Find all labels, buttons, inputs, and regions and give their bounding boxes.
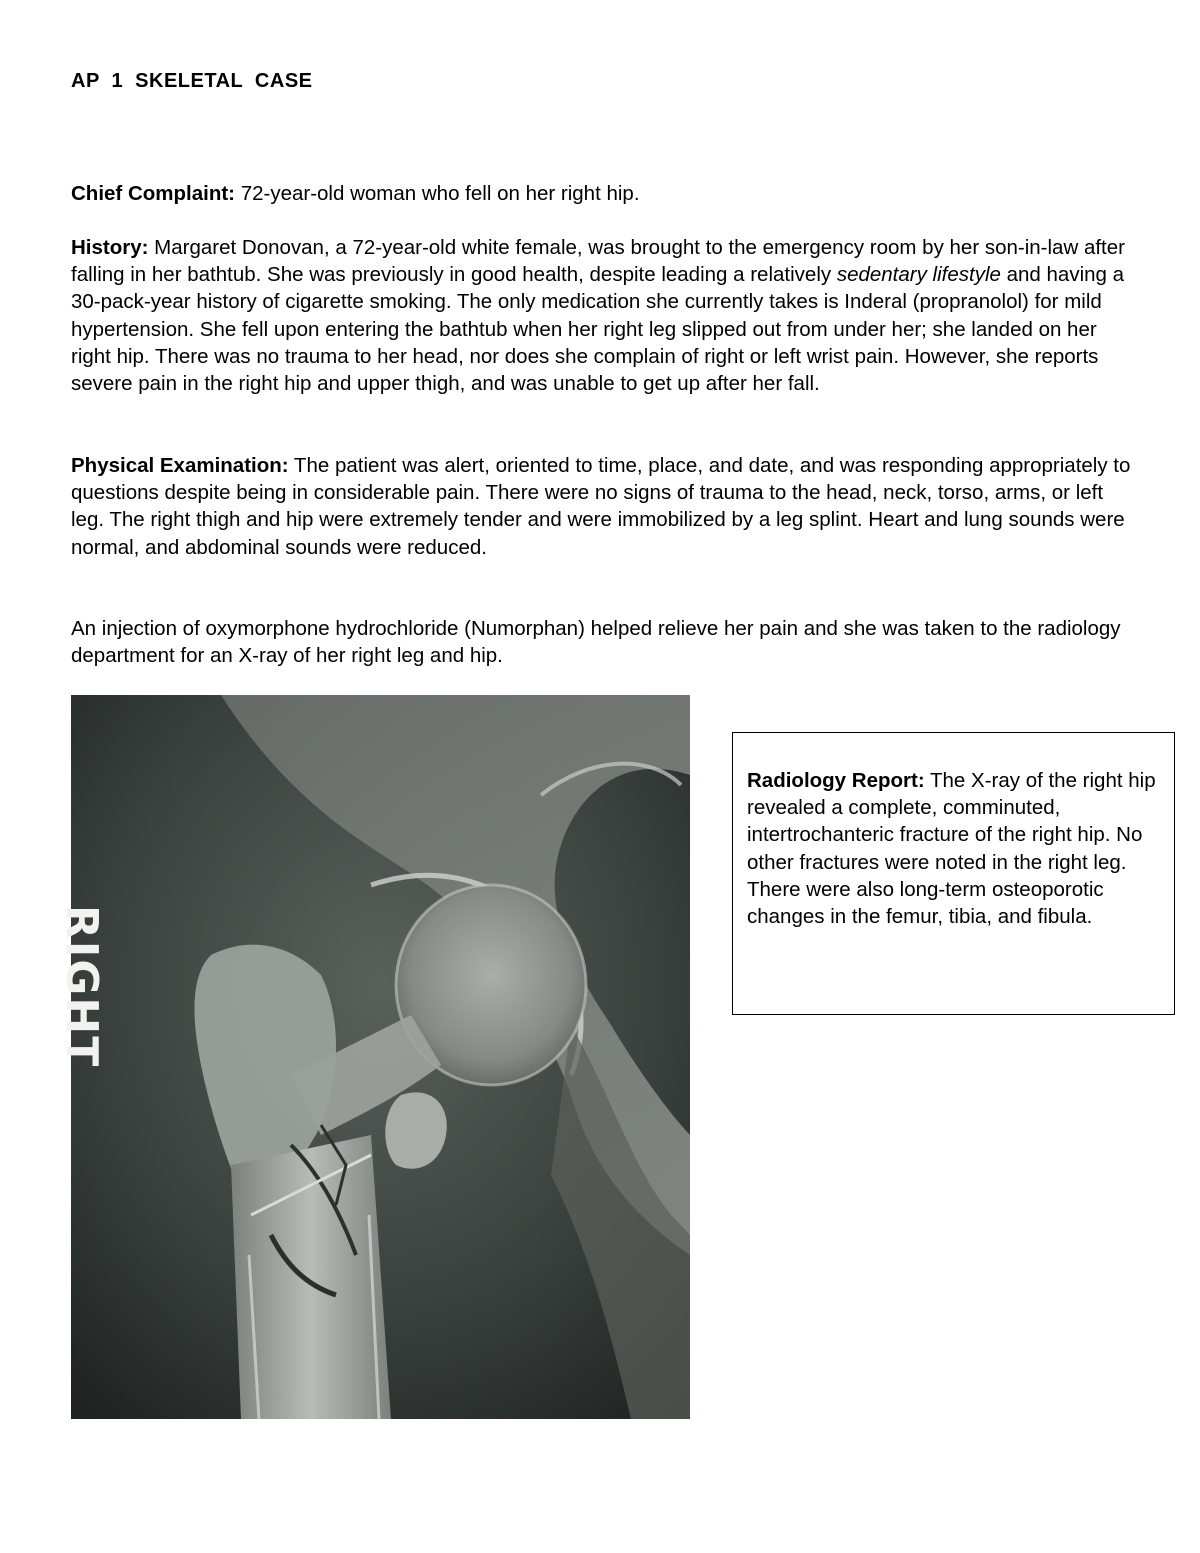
hip-xray-image [56, 695, 690, 1419]
physical-examination-label: Physical Examination: [71, 454, 289, 477]
history-label: History: [71, 236, 149, 259]
injection-paragraph: An injection of oxymorphone hydrochloride (Numorphan) helped relieve her pain and she was taken to the radiology department for an X-ray of her right leg and hip. [71, 617, 1121, 668]
radiology-report-label: Radiology Report: [747, 769, 925, 792]
physical-examination-text: The patient was alert, oriented to time, place, and date, and was responding appropriately to questions despite being in considerable pain. There were no signs of trauma to the head, neck, torso, arms, or left leg. The right thigh and hip were extremely tender and were immobilized by a leg splint. Heart and lung sounds were normal, and abdominal sounds were reduced. [71, 454, 1131, 559]
radiology-report-paragraph [747, 767, 1162, 930]
radiology-report-text: The X-ray of the right hip revealed a complete, comminuted, intertrochanteric fracture of the right hip. No other fractures were noted in the right leg. There were also long-term osteoporotic changes in the femur, tibia, and fibula. [747, 769, 1156, 929]
document-title: AP 1 SKELETAL CASE [71, 70, 313, 92]
xray-side-marker [56, 905, 107, 1068]
history-text-1: Margaret Donovan, a 72-year-old white female, was brought to the emergency room by her son-in-law after falling in her bathtub. She was previously in good health, despite leading a relatively [71, 236, 1125, 287]
history-italic-term: sedentary lifestyle [836, 263, 1001, 287]
chief-complaint-label: Chief Complaint: [71, 182, 235, 205]
history-text-2: and having a 30-pack-year history of cigarette smoking. The only medication she currently takes is Inderal (propranolol) for mild hypertension. She fell upon entering the bathtub when her right leg slipped out from under her; she landed on her right hip. There was no trauma to her head, nor does she complain of right or left wrist pain. However, she reports severe pain in the right hip and upper thigh, and was unable to get up after her fall. [71, 263, 1125, 396]
radiology-report-box [732, 732, 1175, 1015]
physical-examination-paragraph [71, 452, 1131, 561]
history-paragraph [71, 234, 1131, 397]
chief-complaint-text: 72-year-old woman who fell on her right hip. [235, 182, 640, 205]
chief-complaint-paragraph [71, 180, 1131, 207]
xray-marker-text: RIGHT [56, 905, 107, 1069]
